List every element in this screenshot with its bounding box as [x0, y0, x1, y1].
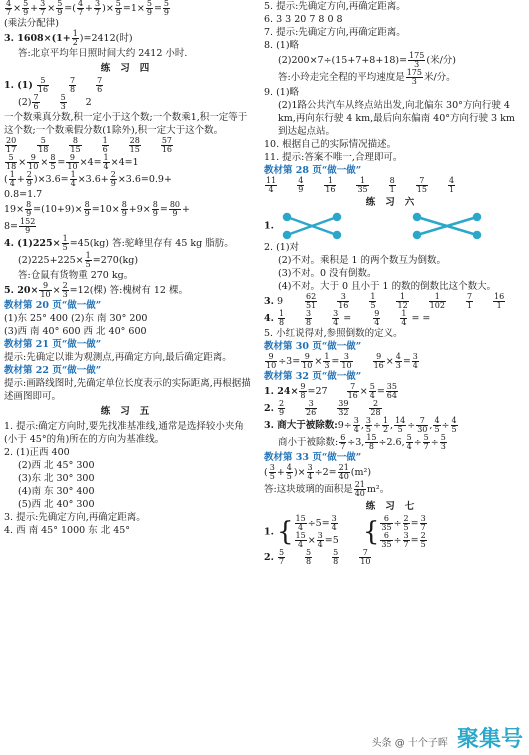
textbook-p21-title: 教材第 21 页“做一做” — [4, 339, 102, 350]
ex7-1: 1. { $\frac{15}{4}$ ÷5= $\frac{3}{4}$ $\frac{15}{4}$ × $\frac{3}{4}$ =5 { $\frac{6}{35}$ ÷ $\frac{2}{5}$ = $\frac{3}{7}$ $\frac{6}{35}$ ÷ $\frac{3}{7}$ = $\frac{2}{5}$ — [264, 514, 426, 549]
ex6-2b: (2)不对。乘积是 1 的两个数互为倒数。 — [278, 255, 447, 266]
right-column — [264, 0, 526, 566]
ex6-5: 5. 小红说得对,参照倒数的定义。 — [264, 328, 403, 339]
ex6-2d: (4)不对。大于 0 且小于 1 的数的倒数比这个数大。 — [278, 281, 497, 292]
ex4-calc3b: 8= $\frac{152}{9}$ — [4, 217, 36, 235]
section-title-4: 练习四 — [100, 63, 160, 74]
ex4-calc2b: 0.8=1.7 — [4, 189, 43, 200]
r9-b: (2)1路公共汽车从终点站出发,向北偏东 30°方向行驶 4 km,再向东行驶 4 km,最后向东偏南 40°方向行驶 3 km 到达起点站。 — [278, 100, 515, 137]
law-label: (乘法分配律) — [4, 18, 59, 29]
p32-3b: 商小于被除数: $\frac{6}{7}$ ÷3, $\frac{15}{8}$ ÷2.6, $\frac{5}{4}$ ÷ $\frac{5}{7}$ ÷ $\frac{5}{3}$ — [278, 433, 446, 451]
ex5-2e: (5)西 北 40° 300 — [18, 499, 95, 510]
textbook-p33-title: 教材第 33 页“做一做” — [264, 452, 362, 463]
p32-2: 2. $\frac{2}{9}$ $\frac{3}{26}$ $\frac{39}{32}$ $\frac{2}{28}$ — [264, 399, 381, 417]
textbook-p32-title: 教材第 32 页“做一做” — [264, 371, 362, 382]
ex6-4: 4. $\frac{1}{8}$ $\frac{3}{8}$ $\frac{3}{4}$ = $\frac{9}{4}$ $\frac{1}{4}$ = = — [264, 309, 431, 327]
r8-ans: 答:小玲走完全程的平均速度是 $\frac{175}{3}$ 米/分。 — [278, 68, 456, 86]
r8: 8. (1)略 — [264, 40, 300, 51]
ex5-1: 1. 提示:确定方向时,要先找准基准线,通常是选择较小夹角(小于 45°的角)所在的方向为基准线。 — [4, 421, 244, 445]
p32-3a: 3. 商大于被除数:9÷ $\frac{3}{4}$ , $\frac{3}{5}$ ÷ $\frac{1}{2}$ , $\frac{14}{5}$ ÷ $\frac{7}{30}$ , $\frac{4}{5}$ ÷ $\frac{4}{5}$ — [264, 416, 457, 434]
left-column — [4, 0, 256, 537]
ex5-3: 3. 提示:先确定方向,再确定距离。 — [4, 512, 146, 523]
watermark-author: 头条 @ 十个子晖 — [371, 738, 448, 749]
ex4-calc1: $\frac{5}{18}$ × $\frac{9}{10}$ × $\frac{8}{5}$ = $\frac{9}{10}$ ×4= $\frac{1}{4}$ ×4=1 — [6, 153, 139, 171]
r6: 6. 3 3 20 7 8 0 8 — [264, 14, 343, 25]
ex4-2: (2) $\frac{7}{6}$ $\frac{5}{3}$ 2 — [18, 93, 92, 111]
ex6-2: 2. (1)对 — [264, 242, 300, 253]
p30-calc: $\frac{9}{10}$ ÷3= $\frac{9}{10}$ × $\frac{1}{3}$ = $\frac{3}{10}$ $\frac{9}{16}$ × $\frac{4}{3}$ = $\frac{3}{4}$ — [266, 352, 418, 370]
p20-line1: (1)东 25° 400 (2)东 南 30° 200 — [4, 313, 148, 324]
r9: 9. (1)略 — [264, 87, 300, 98]
r5: 5. 提示:先确定方向,再确定距离。 — [264, 1, 406, 12]
ex5-2: 2. (1)正西 400 — [4, 447, 70, 458]
p22-hint: 提示:画路线图时,先确定单位长度表示的实际距离,再根据描述画图即可。 — [4, 378, 251, 402]
textbook-p20-title: 教材第 20 页“做一做” — [4, 300, 102, 311]
r8-calc: (2)200×7÷(15+7+8+18)= $\frac{175}{3}$ (米/分) — [278, 51, 456, 69]
p32-1: 1. 24× $\frac{9}{8}$ =27 $\frac{7}{16}$ × $\frac{5}{4}$ = $\frac{35}{64}$ — [264, 382, 397, 400]
section-title-7: 练习七 — [365, 501, 425, 512]
ex6-2c: (3)不对。0 没有倒数。 — [278, 268, 377, 279]
ex5-2b: (2)西 北 45° 300 — [18, 460, 95, 471]
ex4-calc3: 19× $\frac{8}{9}$ =(10+9)× $\frac{8}{9}$ =10× $\frac{8}{9}$ +9× $\frac{8}{9}$ = $\frac{80}{9}$ + — [4, 200, 190, 218]
ex4-row3: $\frac{20}{17}$ $\frac{5}{18}$ $\frac{8}{15}$ $\frac{1}{6}$ $\frac{28}{15}$ $\frac{57}{16}$ — [6, 136, 173, 154]
ex6-1: 1. — [264, 211, 526, 241]
p20-line2: (3)西 南 40° 600 西 北 40° 600 — [4, 326, 147, 337]
r7: 7. 提示:先确定方向,再确定距离。 — [264, 27, 406, 38]
ex4-4a: 4. (1)225× $\frac{1}{5}$ =45(kg) 答:驼峰里存有 45 kg 脂肪。 — [4, 234, 234, 252]
p33-calc: ( $\frac{3}{5}$ + $\frac{4}{5}$ )× $\frac{3}{4}$ ÷2= $\frac{21}{40}$ (m²) — [264, 463, 372, 481]
p21-hint: 提示:先确定以谁为观测点,再确定方向,最后确定距离。 — [4, 352, 232, 363]
ex5-2d: (4)南 东 30° 400 — [18, 486, 95, 497]
section-title-5: 练习五 — [100, 406, 160, 417]
r11: 11. 提示:答案不唯一,合理即可。 — [264, 152, 403, 163]
watermark — [372, 722, 523, 753]
section-title-6: 练习六 — [365, 197, 425, 208]
p28-fractions: $\frac{11}{4}$ $\frac{4}{9}$ $\frac{1}{16}$ $\frac{1}{35}$ $\frac{8}{1}$ $\frac{7}{15}$ $\frac{4}{1}$ — [266, 176, 455, 194]
ex5-2c: (3)东 北 30° 300 — [18, 473, 95, 484]
line-distributive-1: $\frac{4}{7}$ × $\frac{5}{9}$ + $\frac{3}{7}$ × $\frac{5}{9}$ =( $\frac{4}{7}$ + $\frac{3}{7}$ )× $\frac{5}{9}$ =1× $\frac{5}{9}$ = $\frac{5}{9}$ — [6, 0, 169, 17]
textbook-p30-title: 教材第 30 页“做一做” — [264, 341, 362, 352]
ex5-4: 4. 西 南 45° 1000 东 北 45° — [4, 525, 131, 536]
ex7-2: 2. $\frac{5}{7}$ $\frac{5}{8}$ $\frac{5}{8}$ $\frac{7}{10}$ — [264, 548, 371, 566]
textbook-p28-title: 教材第 28 页“做一做” — [264, 165, 362, 176]
answer-3-text: 答:北京平均年日照时间大约 2412 小时. — [18, 48, 188, 59]
ex4-4b: (2)225+225× $\frac{1}{5}$ =270(kg) — [18, 251, 139, 269]
ex4-1: 1. (1) $\frac{5}{16}$ $\frac{7}{8}$ $\frac{7}{6}$ — [4, 76, 103, 94]
answer-3-expr: 3. 1608×(1+ $\frac{1}{2}$ )=2412(时) — [4, 29, 133, 47]
ex4-4c: 答:仓鼠有货物重 270 kg。 — [18, 270, 134, 281]
watermark-brand: 聚集号 — [456, 727, 523, 752]
ex6-3: 3. 9 $\frac{62}{51}$ $\frac{3}{16}$ $\frac{1}{5}$ $\frac{1}{12}$ $\frac{1}{102}$ $\frac{7}{1}$ $\frac{16}{1}$ — [264, 292, 505, 310]
matching-lines-graphic — [277, 211, 497, 241]
ex4-rule: 一个数乘真分数,积一定小于这个数;一个数乘1,积一定等于这个数;一个数乘假分数(1除外),积一定大于这个数。 — [4, 112, 248, 136]
ex4-calc2: ( $\frac{1}{4}$ + $\frac{2}{9}$ )×3.6= $\frac{1}{4}$ ×3.6+ $\frac{2}{9}$ ×3.6=0.9+ — [4, 170, 172, 188]
r10: 10. 根据自己的实际情况描述。 — [264, 139, 397, 150]
ex4-5: 5. 20× $\frac{9}{10}$ × $\frac{2}{3}$ =12(棵) 答:槐树有 12 棵。 — [4, 281, 188, 299]
textbook-p22-title: 教材第 22 页“做一做” — [4, 365, 102, 376]
p33-ans: 答:这块玻璃的面积是 $\frac{21}{40}$ m²。 — [264, 480, 390, 498]
